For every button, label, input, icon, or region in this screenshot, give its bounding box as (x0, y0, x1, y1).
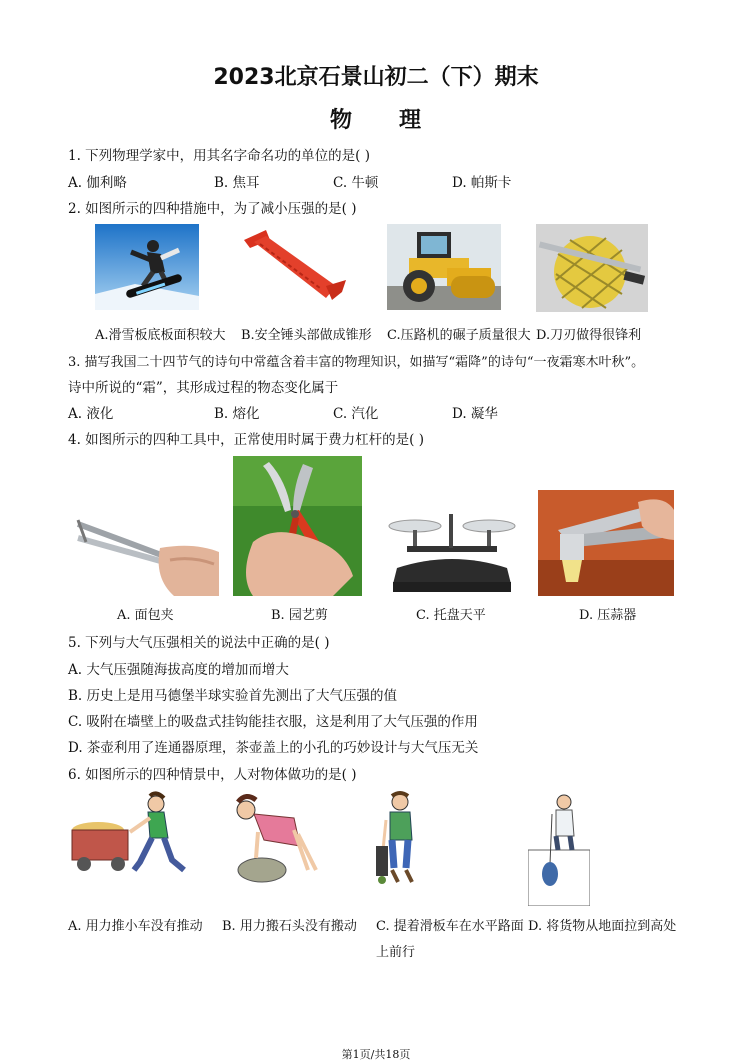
lift-stone-illustration (224, 790, 324, 884)
bread-tongs-photo (74, 512, 219, 596)
q1-option-d: D. 帕斯卡 (452, 175, 512, 191)
question-4: 4. 如图所示的四种工具中，正常使用时属于费力杠杆的是( ) (68, 432, 424, 448)
q2-caption-b: B.安全锤头部做成锥形 (241, 328, 372, 343)
q6-caption-d: D. 将货物从地面拉到高处 (528, 919, 677, 934)
q5-option-c: C. 吸附在墙壁上的吸盘式挂钩能挂衣服，这是利用了大气压强的作用 (68, 714, 478, 730)
q3-option-a: A. 液化 (68, 406, 114, 422)
q6-caption-a: A. 用力推小车没有推动 (68, 919, 203, 934)
q6-caption-c-line2: 上前行 (376, 945, 416, 960)
balance-scale-photo (387, 506, 517, 598)
q6-caption-c: C. 提着滑板车在水平路面 (376, 919, 524, 934)
q1-option-c: C. 牛顿 (333, 175, 379, 191)
pull-cargo-illustration (528, 790, 590, 906)
safety-hammer-photo (240, 226, 350, 310)
q3-option-d: D. 凝华 (452, 406, 498, 422)
page-footer: 第1页/共18页 (341, 1048, 411, 1061)
subject-title: 物 理 (329, 108, 422, 133)
q5-option-d: D. 茶壶利用了连通器原理，茶壶盖上的小孔的巧妙设计与大气压无关 (68, 740, 479, 756)
q6-caption-b: B. 用力搬石头没有搬动 (222, 919, 357, 934)
q2-caption-c: C.压路机的碾子质量很大 (387, 328, 531, 343)
q2-caption-d: D.刀刃做得很锋利 (536, 328, 642, 343)
carry-scooter-illustration (376, 790, 420, 890)
q4-caption-d: D. 压蒜器 (579, 608, 637, 623)
question-6: 6. 如图所示的四种情景中，人对物体做功的是( ) (68, 767, 357, 783)
question-1: 1. 下列物理学家中，用其名字命名功的单位的是( ) (68, 148, 370, 164)
q5-option-a: A. 大气压强随海拔高度的增加而增大 (68, 662, 289, 678)
knife-pineapple-photo (536, 224, 648, 312)
exam-title: 2023北京石景山初二（下）期末 (213, 65, 539, 90)
q4-caption-c: C. 托盘天平 (416, 608, 486, 623)
q4-caption-b: B. 园艺剪 (271, 608, 328, 623)
question-3-line2: 诗中所说的“霜”，其形成过程的物态变化属于 (68, 380, 339, 396)
question-5: 5. 下列与大气压强相关的说法中正确的是( ) (68, 635, 330, 651)
snowboard-photo (95, 224, 199, 310)
q5-option-b: B. 历史上是用马德堡半球实验首先测出了大气压强的值 (68, 688, 398, 704)
road-roller-photo (387, 224, 501, 310)
q3-option-c: C. 汽化 (333, 406, 379, 422)
garlic-press-photo (538, 490, 674, 596)
question-2: 2. 如图所示的四种措施中，为了减小压强的是( ) (68, 201, 357, 217)
q1-option-a: A. 伽利略 (68, 175, 127, 191)
question-3: 3. 描写我国二十四节气的诗句中常蕴含着丰富的物理知识，如描写“霜降”的诗句“一夜霜寒木叶秋”。 (68, 355, 645, 370)
q2-caption-a: A.滑雪板底板面积较大 (95, 328, 226, 343)
q1-option-b: B. 焦耳 (214, 175, 260, 191)
q4-caption-a: A. 面包夹 (117, 608, 174, 623)
q3-option-b: B. 熔化 (214, 406, 260, 422)
push-cart-illustration (68, 790, 192, 882)
garden-shears-photo (233, 456, 362, 596)
